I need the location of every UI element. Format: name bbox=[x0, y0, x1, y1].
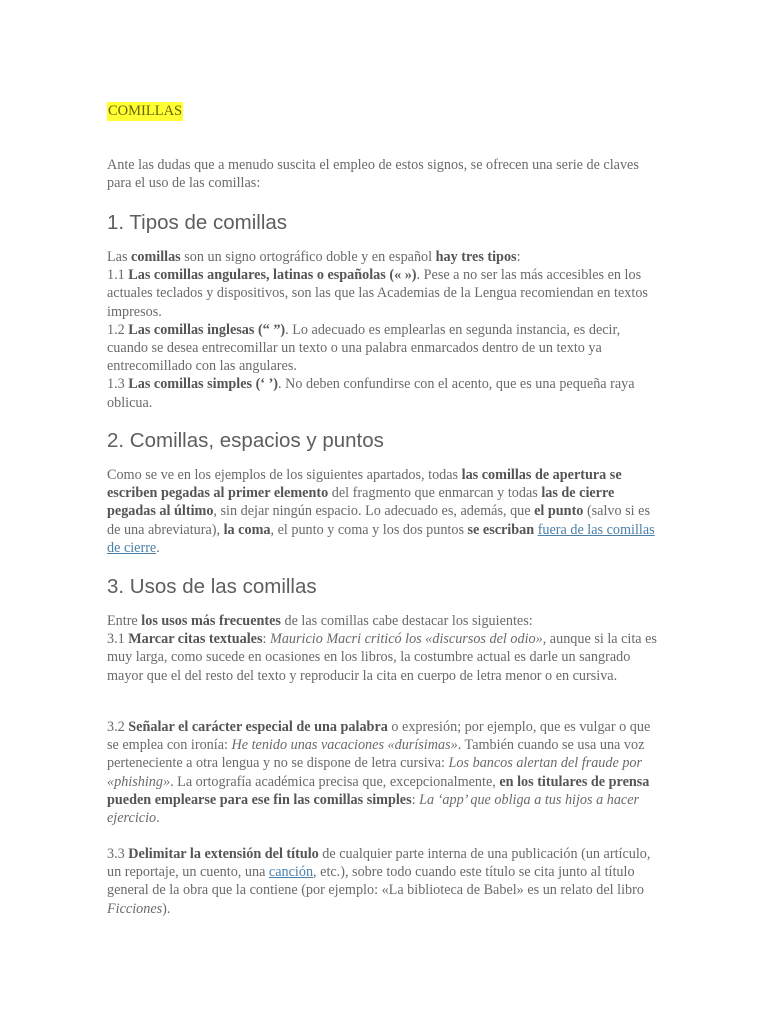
section-3-lead: Entre los usos más frecuentes de las comillas cabe destacar los siguientes: 3.1 Marcar citas textuales: Mauricio Macri criticó los «discursos del odio», aunque si la cita es muy larga, como sucede en ocasiones en los libros, la costumbre actual es darle un sangrado mayor que el del resto del texto y reproducir la cita en cuerpo de letra menor o en cursiva. bbox=[107, 613, 657, 684]
section-3-item-3: 3.3 Delimitar la extensión del título de cualquier parte interna de una publicación (un artículo, un reportaje, un cuento, una canción, etc.), sobre todo cuando este título se cita junto al título general de la obra que la contiene (por ejemplo: «La biblioteca de Babel» es un relato del libro Ficciones). bbox=[107, 846, 651, 917]
section-3-item-2: 3.2 Señalar el carácter especial de una palabra o expresión; por ejemplo, que es vulgar o que se emplea con ironía: He tenido unas vacaciones «durísimas». También cuando se usa una voz perteneciente a otra lengua y no se dispone de letra cursiva: Los bancos alertan del fraude por «phishing». La ortografía académica precisa que, excepcionalmente, en los titulares de prensa pueden emplearse para ese fin las comillas simples: La ‘app’ que obliga a tus hijos a hacer ejercicio. bbox=[107, 719, 651, 827]
de-cierre-link[interactable]: de cierre bbox=[107, 539, 157, 556]
section-2-heading: 2. Comillas, espacios y puntos bbox=[107, 429, 384, 452]
fuera-de-las-comillas-link[interactable]: fuera de las comillas bbox=[537, 521, 655, 538]
document-title: COMILLAS bbox=[108, 103, 183, 119]
intro-paragraph: Ante las dudas que a menudo suscita el empleo de estos signos, se ofrecen una serie de claves para el uso de las comillas: bbox=[107, 157, 639, 192]
cancion-link[interactable]: canción bbox=[268, 864, 314, 881]
section-2-body: Como se ve en los ejemplos de los siguientes apartados, todas las comillas de apertura se escriben pegadas al primer elemento del fragmento que enmarcan y todas las de cierre pegadas al último, sin dejar ningún espacio. Lo adecuado es, además, que el punto (salvo si es de una abreviatura), la coma, el punto y coma y los dos puntos se escriban fuera de las comillas de cierre. bbox=[107, 467, 655, 556]
section-1-heading: 1. Tipos de comillas bbox=[107, 211, 288, 234]
section-3-heading: 3. Usos de las comillas bbox=[107, 575, 317, 598]
section-1-body: Las comillas son un signo ortográfico doble y en español hay tres tipos: 1.1 Las comillas angulares, latinas o españolas (« »). Pese a no ser las más accesibles en los actuales teclados y dispositivos, son las que las Academias de la Lengua recomiendan en textos impresos. 1.2 Las comillas inglesas (“ ”). Lo adecuado es emplearlas en segunda instancia, es decir, cuando se desea entrecomillar un texto o una palabra enmarcados dentro de un texto ya entrecomillado con las angulares. 1.3 Las comillas simples (‘ ’). No deben confundirse con el acento, que es una pequeña raya oblicua. bbox=[107, 249, 648, 411]
